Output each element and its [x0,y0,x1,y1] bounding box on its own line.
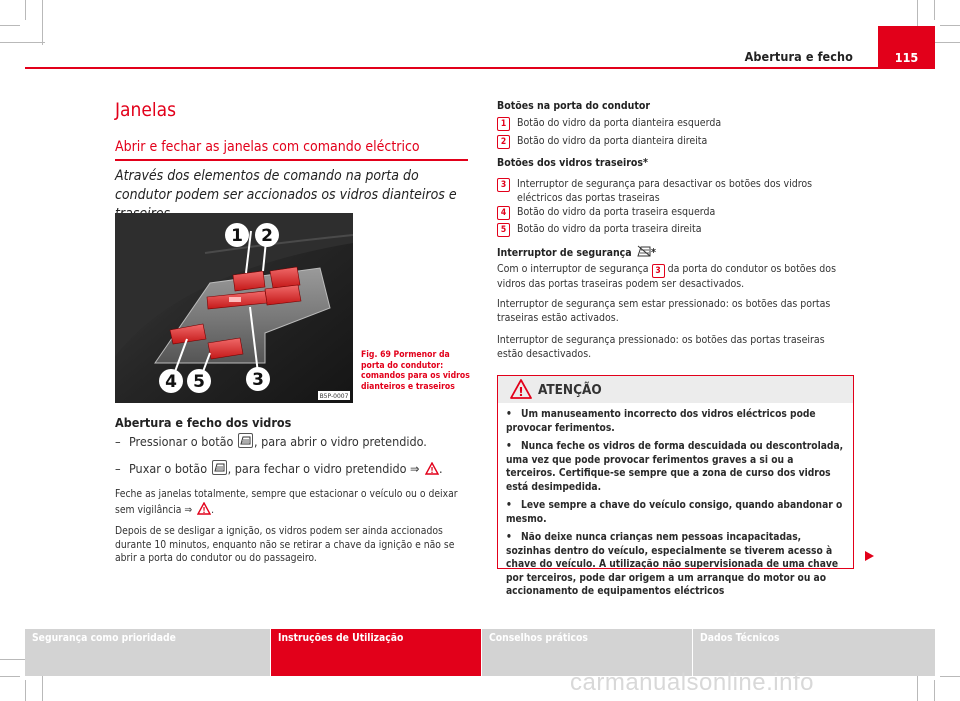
continue-arrow-icon [863,550,875,562]
safety-paragraph-3: Interruptor de segurança pressionado: os botões das portas traseiras estão desactivados. [497,334,825,360]
warning-item-text: Nunca feche os vidros de forma descuidada ou descontrolada, uma vez que pode provocar ferimentos graves a si ou a terceiros. Certifique-se sempre que a zona de curso dos vidros está desimpedida. [506,441,844,493]
safety-paragraph-2: Interruptor de segurança sem estar pressionado: os botões das portas traseiras estão activados. [497,298,831,324]
page-number: 115 [894,50,919,65]
warning-item [506,440,846,494]
crop-mark [940,25,960,26]
figure-callout-2: 2 [261,226,273,246]
subheading-open-close: Abertura e fecho dos vidros [115,415,292,430]
crop-mark [0,42,45,43]
warning-triangle-icon[interactable] [197,502,211,515]
list-item [497,223,852,237]
warning-triangle-icon[interactable] [425,462,439,475]
figure-code: B5P-0007 [319,393,349,400]
watermark: carmanualsonline.info [570,669,814,696]
bullet-end: . [439,461,443,476]
bullet-text: , para fechar o vidro pretendido ⇒ [227,461,424,476]
crop-mark [25,680,26,701]
item-text: Botão do vidro da porta traseira esquerda [517,206,716,218]
warning-bullet: • [506,409,512,420]
warning-body [506,408,846,604]
crop-mark [42,0,43,45]
list-item [497,206,852,220]
tab-label: Instruções de Utilização [278,632,404,644]
paragraph-park [115,488,470,517]
subtitle-rule [115,159,468,161]
svg-text:!: ! [202,505,206,515]
list-item [497,117,852,131]
warning-item [506,531,846,599]
tab-instrucoes[interactable] [271,629,481,676]
svg-text:!: ! [518,385,524,399]
warning-bullet: • [506,532,512,543]
warning-item [506,408,846,435]
crop-mark [0,25,20,26]
driver-buttons-heading: Botões na porta do condutor [497,100,651,112]
item-number: 1 [497,117,510,131]
paragraph-text: Feche as janelas totalmente, sempre que estacionar o veículo ou o deixar sem vigilância ⇒ [115,488,458,516]
item-text: Botão do vidro da porta dianteira direita [517,135,708,147]
list-item [497,135,852,149]
window-button-icon [238,433,253,448]
figure-callout-1: 1 [231,226,243,246]
warning-bullet: • [506,441,512,452]
svg-text:!: ! [430,466,434,475]
paragraph-end: . [211,503,215,516]
safety-heading-text: Interruptor de segurança [497,247,632,259]
header-rule [25,67,935,69]
item-number: 3 [497,178,510,192]
tab-seguranca[interactable] [25,629,270,676]
warning-header [498,376,853,403]
bullet-close [115,460,443,476]
list-item [497,178,852,205]
figure-callout-3: 3 [252,370,264,390]
window-lock-icon [637,245,651,257]
safety-heading-star: * [650,247,656,259]
crop-mark [934,0,935,20]
figure-caption: Fig. 69 Pormenor da porta do condutor: comandos para os vidros dianteiros e traseiros [361,350,470,392]
item-number: 5 [497,223,510,237]
lead-paragraph: Através dos elementos de comando na porta do condutor podem ser accionados os vidros dianteiros e [115,168,457,203]
section-subtitle: Abrir e fechar as janelas com comando eléctrico [115,139,420,155]
door-panel-illustration [115,213,353,403]
tab-label: Conselhos práticos [489,632,588,644]
crop-mark [0,676,20,677]
item-number-inline: 3 [652,264,665,278]
paragraph-text: Com o interruptor de segurança [497,263,652,275]
page-number-box [878,26,935,68]
item-text: Botão do vidro da porta traseira direita [517,223,702,235]
paragraph-text: da porta do condutor os botões dos vidros das portas traseiras podem ser desactivados. [497,263,836,290]
section-title: Abertura e fecho [744,49,853,64]
warning-triangle-icon [510,379,532,399]
crop-mark [934,680,935,701]
warning-title: ATENÇÃO [538,382,602,398]
bullet-open [115,433,427,449]
item-number: 4 [497,206,510,220]
window-button-icon [212,460,227,475]
warning-bullet: • [506,500,512,511]
bullet-text: , para abrir o vidro pretendido. [253,434,427,449]
figure-photo [115,213,353,403]
bullet-text: Puxar o botão [129,461,211,476]
crop-mark [940,676,960,677]
safety-paragraph-1 [497,263,852,292]
warning-item-text: Leve sempre a chave do veículo consigo, quando abandonar o mesmo. [506,500,843,525]
bullet-dash: – [115,434,121,449]
crop-mark [25,0,26,20]
warning-box [497,375,854,597]
page-title: Janelas [115,99,176,121]
item-text: Botão do vidro da porta dianteira esquerda [517,117,722,129]
item-number: 2 [497,135,510,149]
bullet-text: Pressionar o botão [129,434,237,449]
warning-item-text: Não deixe nunca crianças nem pessoas incapacitadas, sozinhas dentro do veículo, especialmente se tiverem acesso à chave do veículo. A utilização não supervisionada de uma chave por terceiros, pode dar origem a um arranque do motor ou ao accionamento de equipamentos eléctricos [506,532,839,597]
figure-callout-4: 4 [165,372,177,392]
paragraph-ignition: Depois de se desligar a ignição, os vidros podem ser ainda accionados durante 10 minutos, enquanto não se retirar a chave da ignição e não se abrir a porta do condutor ou do passageiro. [115,525,455,564]
figure-callout-5: 5 [193,372,205,392]
safety-switch-heading [497,245,656,259]
tab-label: Segurança como prioridade [32,632,176,644]
rear-buttons-heading: Botões dos vidros traseiros* [497,157,648,169]
item-text: Interruptor de segurança para desactivar os botões dos vidros eléctricos das portas traseiras [517,178,813,204]
tab-label: Dados Técnicos [700,632,780,644]
warning-item [506,499,846,526]
warning-item-text: Um manuseamento incorrecto dos vidros eléctricos pode provocar ferimentos. [506,409,816,434]
bullet-dash: – [115,461,121,476]
